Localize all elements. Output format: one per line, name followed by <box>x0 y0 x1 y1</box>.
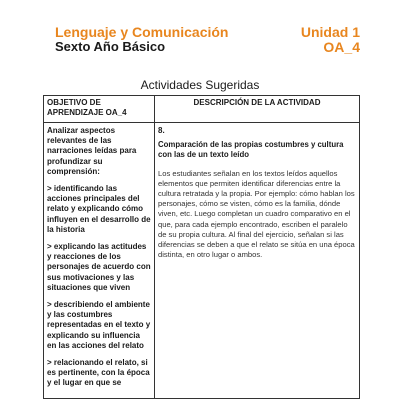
grade-level: Sexto Año Básico <box>55 39 166 54</box>
unit-label: Unidad 1 <box>300 24 360 40</box>
activity-number: 8. <box>158 126 165 135</box>
activity-body: Los estudiantes señalan en los textos leídos aquellos elementos que permiten identificar diferencias entre la cultura retratada y la propia. Por ejemplo: cómo hablan los personajes, cómo se visten, cómo es la familia, dónde viven, etc. Luego completan un cuadro comparativo en el que, para cada ejemplo encontrado, escriben el paralelo de su propia cultura. Al final del ejercicio, señalan si las diferencias se deben a que el relato se sitúa en una época distinta, en otro lugar o ambos. <box>158 168 355 260</box>
page-header <box>55 24 360 60</box>
activity-title: Comparación de las propias costumbres y cultura con las de un texto leído <box>158 140 344 160</box>
objective-item: > identificando las acciones principales del relato y explicando cómo influyen en el desarrollo de la historia <box>47 184 151 234</box>
table-row <box>44 123 360 399</box>
objective-item: > describiendo el ambiente y las costumbres representadas en el texto y explicando su influencia en las acciones del relato <box>47 300 151 350</box>
objective-item: > relacionando el relato, si es pertinente, con la época y el lugar en que se <box>47 358 150 388</box>
objective-column-header: OBJETIVO DE APRENDIZAJE OA_4 <box>44 96 155 123</box>
subject-title: Lenguaje y Comunicación <box>55 24 229 40</box>
objective-cell <box>44 123 155 399</box>
table-header-row <box>44 96 360 123</box>
objective-item: > explicando las actitudes y reacciones de los personajes de acuerdo con sus motivaciones y las situaciones que viven <box>47 242 151 292</box>
activities-table <box>43 95 360 399</box>
section-title: Actividades Sugeridas <box>140 78 260 92</box>
description-column-header: DESCRIPCIÓN DE LA ACTIVIDAD <box>155 96 360 123</box>
learning-objective-code: OA_4 <box>323 39 360 55</box>
objective-intro: Analizar aspectos relevantes de las narraciones leídas para profundizar su comprensión: <box>47 126 137 176</box>
activity-description-cell <box>155 123 360 399</box>
